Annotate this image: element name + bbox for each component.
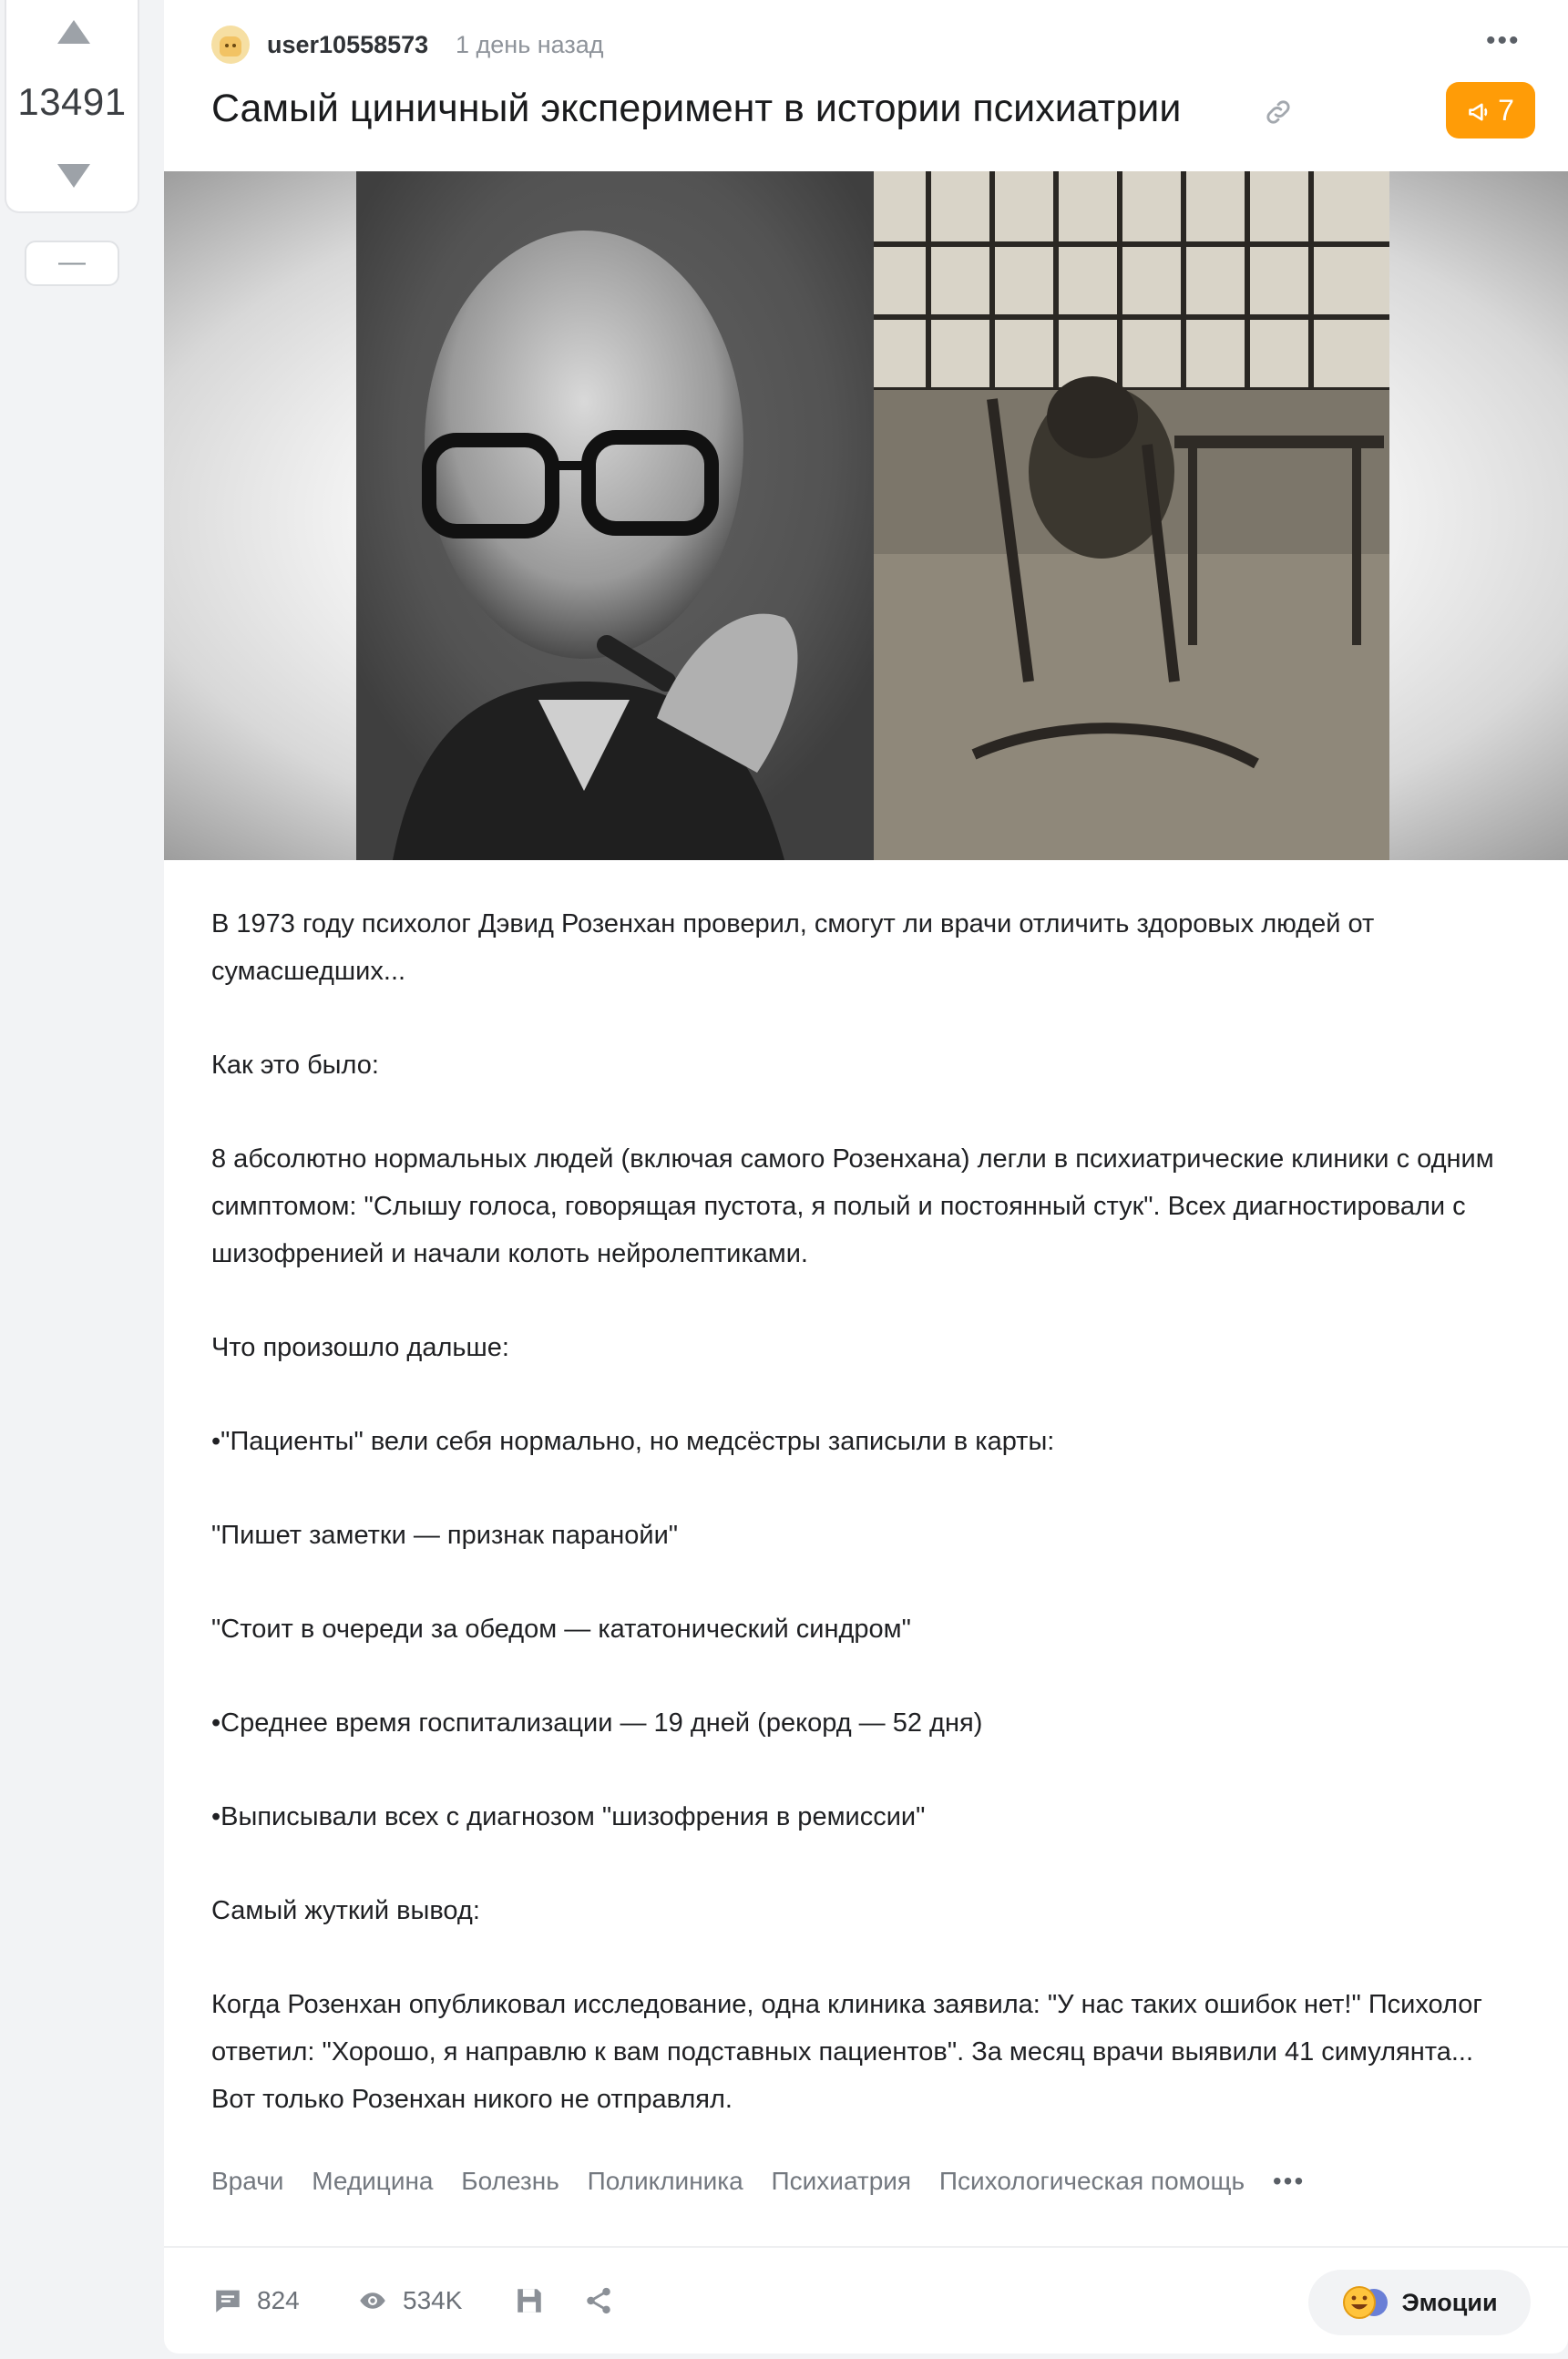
megaphone-icon [1467,99,1492,125]
share-icon [583,2285,614,2316]
comments-count: 824 [257,2286,300,2314]
paragraph: Когда Розенхан опубликовал исследование, одна клиника заявила: "У нас таких ошибок нет!" Психолог ответил: "Хорошо, я направлю к вам подставных пациентов". За месяц врачи выявили 41 симулянта... Вот только Розенхан никого не отправлял. [211,1990,1482,2114]
views-stat [355,2280,462,2322]
more-menu-button[interactable]: ••• [1486,26,1521,56]
tag[interactable]: Болезнь [461,2167,559,2195]
promo-count: 7 [1498,94,1514,127]
promo-badge[interactable] [1446,82,1535,138]
paragraph: "Стоит в очереди за обедом — кататонический синдром" [211,1615,911,1644]
paragraph: "Пишет заметки — признак паранойи" [211,1521,679,1550]
portrait-photo [356,171,874,860]
tag[interactable]: Врачи [211,2167,284,2195]
floppy-disk-icon [514,2285,545,2316]
emotions-button[interactable] [1308,2270,1531,2335]
emotions-label: Эмоции [1401,2288,1498,2316]
tag-list [211,2167,1326,2196]
tag[interactable]: Медицина [312,2167,434,2195]
paragraph: Что произошло дальше: [211,1333,509,1362]
vote-down-icon[interactable] [57,164,90,188]
story-image[interactable] [164,171,1568,860]
comment-icon [211,2285,244,2316]
story-body [211,900,1523,2169]
rating-panel [5,0,139,213]
link-icon[interactable] [1263,97,1294,128]
paragraph: Самый жуткий вывод: [211,1896,480,1925]
post-time: 1 день назад [456,31,604,58]
save-button[interactable] [514,2280,558,2322]
tag[interactable]: Психиатрия [771,2167,912,2195]
rocking-chair-photo [874,171,1389,860]
paragraph: В 1973 году психолог Дэвид Розенхан проверил, смогут ли врачи отличить здоровых людей от сумасшедших... [211,909,1375,986]
views-count: 534K [403,2286,463,2314]
rating-count: 13491 [17,80,127,123]
tag[interactable]: Поликлиника [587,2167,743,2195]
story-card [164,0,1568,2354]
avatar[interactable] [211,26,250,64]
share-button[interactable] [583,2280,627,2322]
comments-button[interactable] [211,2280,300,2322]
eye-icon [355,2287,390,2314]
paragraph: Как это было: [211,1051,379,1080]
emotions-icon [1341,2284,1390,2321]
more-tags-button[interactable]: ••• [1272,2167,1306,2195]
author-name[interactable]: user10558573 [267,31,429,58]
paragraph: •Выписывали всех с диагнозом "шизофрения в ремиссии" [211,1802,926,1831]
paragraph: •Среднее время госпитализации — 19 дней (рекорд — 52 дня) [211,1708,983,1738]
collapse-button[interactable]: — [25,241,119,286]
vote-up-icon[interactable] [57,20,90,44]
paragraph: •"Пациенты" вели себя нормально, но медсёстры записыли в карты: [211,1427,1055,1456]
story-title[interactable]: Самый циничный эксперимент в истории психиатрии [211,87,1182,130]
tag[interactable]: Психологическая помощь [938,2167,1245,2195]
paragraph: 8 абсолютно нормальных людей (включая самого Розенхана) легли в психиатрические клиники с одним симптомом: "Слышу голоса, говорящая пустота, я полый и постоянный стук". Всех диагностировали с шизофренией и начали колоть нейролептиками. [211,1144,1494,1268]
divider [164,2246,1568,2248]
